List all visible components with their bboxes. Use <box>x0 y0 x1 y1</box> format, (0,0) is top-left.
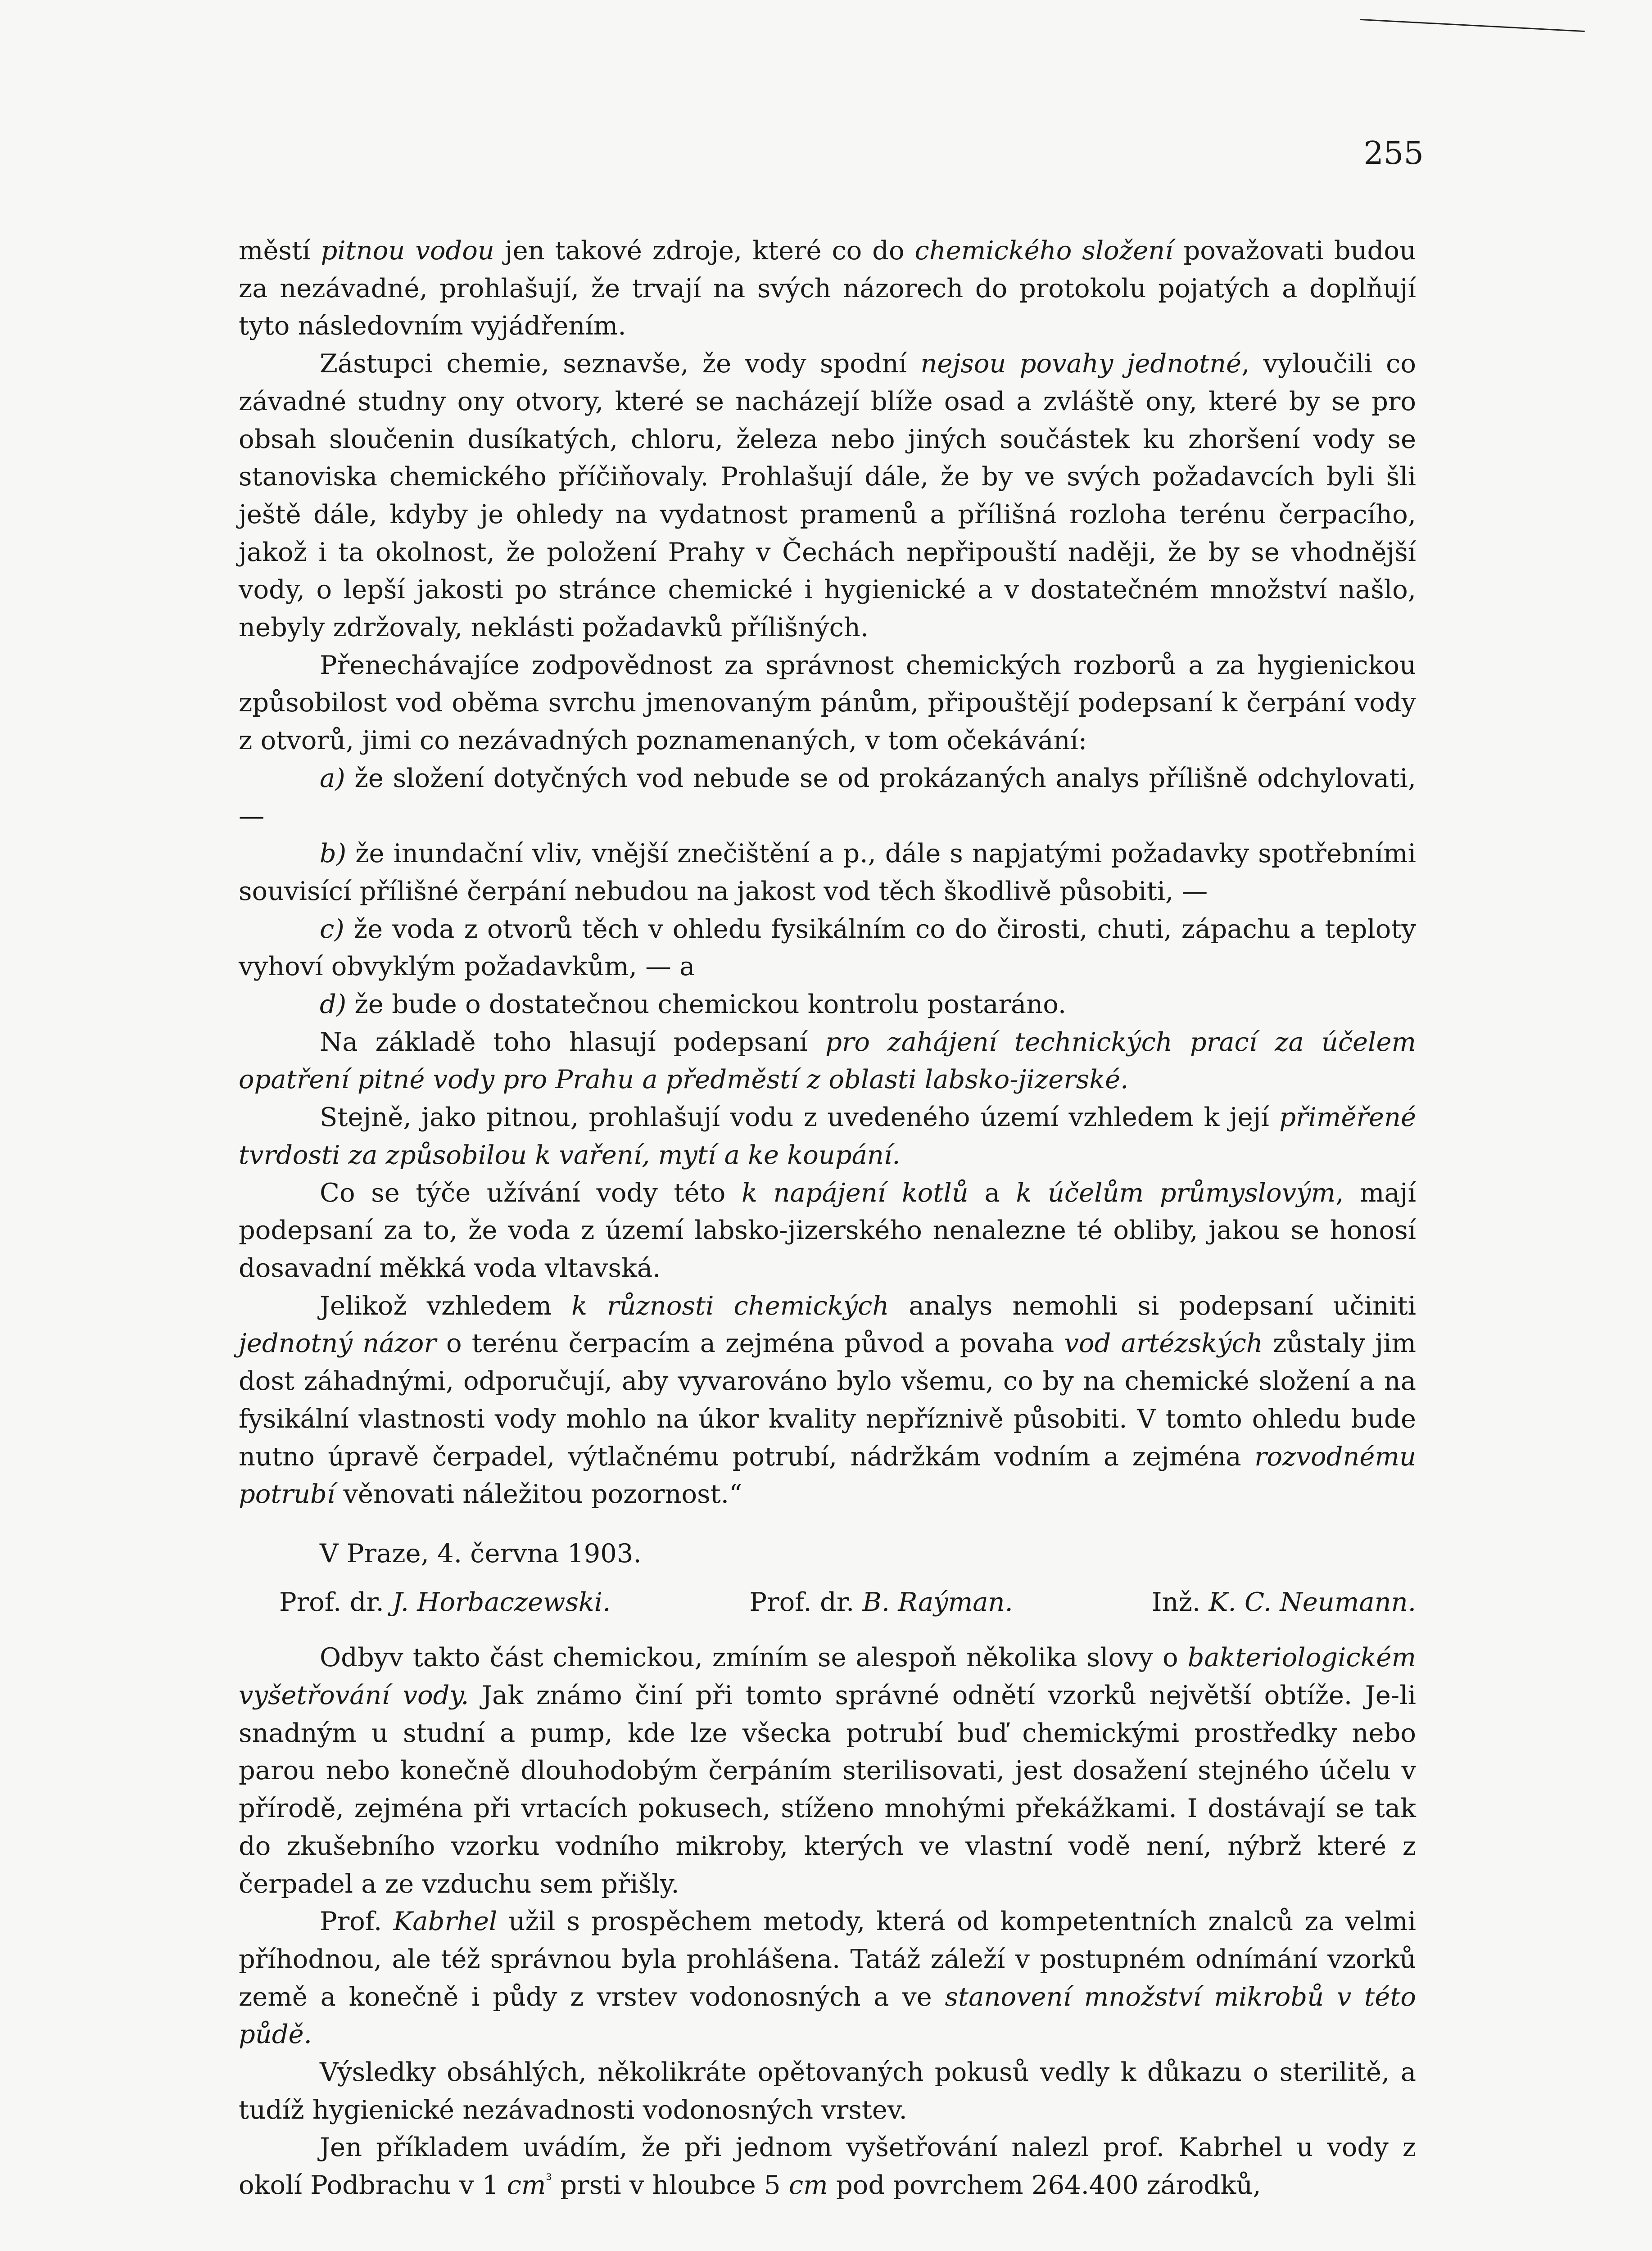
text-run: ³ <box>546 2171 552 2189</box>
italic-run: jednotný názor <box>239 1328 436 1359</box>
text-run: městí <box>239 235 321 266</box>
italic-run: Kabrhel <box>393 1906 498 1937</box>
text-run: Výsledky obsáhlých, několikráte opětovaných pokusů vedly k důkazu o sterilitě, a tudíž hygienické nezávadnosti vodonosných vrstev. <box>239 2057 1416 2125</box>
text-run: , vyloučili co závadné studny ony otvory, které se nacházejí blíže osad a zvláště ony, které by se pro obsah sloučenin dusíkatých, chloru, železa nebo jiných součástek ku zhoršení vody se stanoviska chemického příčiňovaly. Prohlašují dále, že by ve svých požadavcích byli šli ještě dále, kdyby je ohledy na vydatnost pramenů a přílišná rozloha terénu čerpacího, jakož i ta okolnost, že položení Prahy v Čechách nepřipouští naději, že by se vhodnější vody, o lepší jakosti po stránce chemické i hygienické a v dostatečném množství našlo, nebyly zdržovaly, neklásti požadavků přílišných. <box>239 348 1416 643</box>
text-run: Prof. <box>320 1906 394 1937</box>
paragraph <box>239 985 1416 1023</box>
body-text <box>239 232 1416 2204</box>
text-run: užil s prospěchem metody, která od kompetentních znalců za velmi příhodnou, ale též správnou byla prohlášena. Tatáž záleží v postupném odnímání vzorků země a konečně i půdy z vrstev vodonosných a ve <box>239 1906 1416 2012</box>
signature-neumann: Inž. K. C. Neumann. <box>1151 1587 1416 1617</box>
italic-run: stanovení množství mikrobů v této půdě. <box>239 1981 1416 2050</box>
italic-run: c) <box>320 913 344 944</box>
text-run: zůstaly jim dost záhadnými, odporučují, aby vyvarováno bylo všemu, co by na chemické složení a na fysikální vlastnosti vody mohlo na úkor kvality nepříznivě působiti. V tomto ohledu bude nutno úpravě čerpadel, výtlačnému potrubí, nádržkám vodním a zejména <box>239 1328 1416 1472</box>
paragraphs-before-signatures <box>239 232 1416 1513</box>
text-run: že inundační vliv, vnější znečištění a p., dále s napjatými požadavky spotřebními souvisící přílišné čerpání nebudou na jakost vod těch škodlivě působiti, — <box>239 838 1416 906</box>
date-line: V Praze, 4. června 1903. <box>320 1538 642 1568</box>
text-run: , mají podepsaní za to, že voda z území labsko-jizerského nenalezne té obliby, jakou se honosí dosavadní měkká voda vltavská. <box>239 1177 1417 1283</box>
text-run: Na základě toho hlasují podepsaní <box>320 1026 826 1057</box>
paragraph <box>239 910 1416 985</box>
text-run: Stejně, jako pitnou, prohlašují vodu z uvedeného území vzhledem k její <box>320 1102 1280 1133</box>
italic-run: d) <box>320 989 347 1020</box>
signature-horbaczewski: Prof. dr. J. Horbaczewski. <box>279 1587 611 1617</box>
text-run: že bude o dostatečnou chemickou kontrolu postaráno. <box>346 989 1067 1020</box>
text-run: o terénu čerpacím a zejména původ a povaha <box>436 1328 1064 1359</box>
text-run: že složení dotyčných vod nebude se od prokázaných analys přílišně odchylovati, — <box>239 763 1416 831</box>
paragraph <box>239 835 1416 910</box>
text-run: Zástupci chemie, seznavše, že vody spodní <box>320 348 921 379</box>
scan-edge-line <box>1360 19 1584 32</box>
paragraph <box>239 1903 1416 2053</box>
italic-run: rozvodnému potrubí <box>239 1441 1416 1510</box>
paragraph <box>239 646 1416 759</box>
paragraph <box>239 345 1416 646</box>
italic-run: přiměřené tvrdosti za způsobilou k vaření, mytí a ke koupání. <box>239 1102 1416 1170</box>
text-run: Co se týče užívání vody této <box>320 1177 742 1208</box>
text-run: Odbyv takto část chemickou, zmíním se alespoň několika slovy o <box>320 1642 1188 1673</box>
paragraph <box>239 1098 1416 1174</box>
paragraph <box>239 2129 1416 2204</box>
paragraph <box>239 759 1416 835</box>
italic-run: cm <box>788 2170 828 2201</box>
text-run: Přenechávajíce zodpovědnost za správnost chemických rozborů a za hygienickou způsobilost vod oběma svrchu jmenovaným pánům, připouštějí podepsaní k čerpání vody z otvorů, jimi co nezávadných poznamenaných, v tom očekávání: <box>239 650 1416 756</box>
text-run: analys nemohli si podepsaní učiniti <box>889 1290 1417 1321</box>
text-run: a <box>968 1177 1016 1208</box>
italic-run: pitnou vodou <box>321 235 494 266</box>
page-number: 255 <box>1363 135 1424 172</box>
italic-run: a) <box>320 763 345 793</box>
paragraph <box>239 1023 1416 1098</box>
text-run: považovati budou za nezávadné, prohlašují, že trvají na svých názorech do protokolu pojatých a doplňují tyto následovním vyjádřením. <box>239 235 1416 341</box>
signature-rayman: Prof. dr. B. Raýman. <box>749 1587 1013 1617</box>
italic-run: nejsou povahy jednotné <box>920 348 1242 379</box>
italic-run: k napájení kotlů <box>741 1177 969 1208</box>
italic-run: chemického složení <box>914 235 1173 266</box>
paragraph <box>239 1174 1416 1287</box>
paragraph <box>239 2053 1416 2129</box>
paragraphs-after-signatures <box>239 1639 1416 2204</box>
text-run: Jelikož vzhledem <box>320 1290 572 1321</box>
italic-run: k účelům průmyslovým <box>1016 1177 1336 1208</box>
text-run: pod povrchem 264.400 zárodků, <box>828 2170 1261 2201</box>
text-run: prsti v hloubce 5 <box>552 2170 789 2201</box>
italic-run: cm <box>507 2170 546 2201</box>
text-run: Jen příkladem uvádím, že při jednom vyšetřování nalezl prof. Kabrhel u vody z okolí Podbrachu v 1 <box>239 2132 1416 2201</box>
text-run: Jak známo činí při tomto správné odnětí vzorků největší obtíže. Je-li snadným u studní a pump, kde lze všecka potrubí buď chemickými prostředky nebo parou nebo konečně dlouhodobým čerpáním sterilisovati, jest dosažení stejného účelu v přírodě, zejména při vrtacích pokusech, stíženo mnohými překážkami. I dostávají se tak do zkušebního vzorku vodního mikroby, kterých ve vlastní vodě není, nýbrž které z čerpadel a ze vzduchu sem přišly. <box>239 1680 1416 1899</box>
text-run: jen takové zdroje, které co do <box>494 235 915 266</box>
paragraph <box>239 1287 1416 1513</box>
text-run: že voda z otvorů těch v ohledu fysikálním co do čirosti, chuti, zápachu a teploty vyhoví obvyklým požadavkům, — a <box>239 913 1416 982</box>
paragraph <box>239 1639 1416 1903</box>
paragraph <box>239 232 1416 345</box>
italic-run: k různosti chemických <box>571 1290 889 1321</box>
italic-run: vod artézských <box>1064 1328 1263 1359</box>
signatures <box>239 1583 1416 1621</box>
italic-run: b) <box>320 838 347 869</box>
text-run: věnovati náležitou pozornost.“ <box>335 1479 742 1510</box>
italic-run: bakteriologickém vyšetřování vody. <box>239 1642 1416 1711</box>
italic-run: pro zahájení technických prací za účelem opatření pitné vody pro Prahu a předměstí z oblasti labsko-jizerské. <box>239 1026 1417 1095</box>
